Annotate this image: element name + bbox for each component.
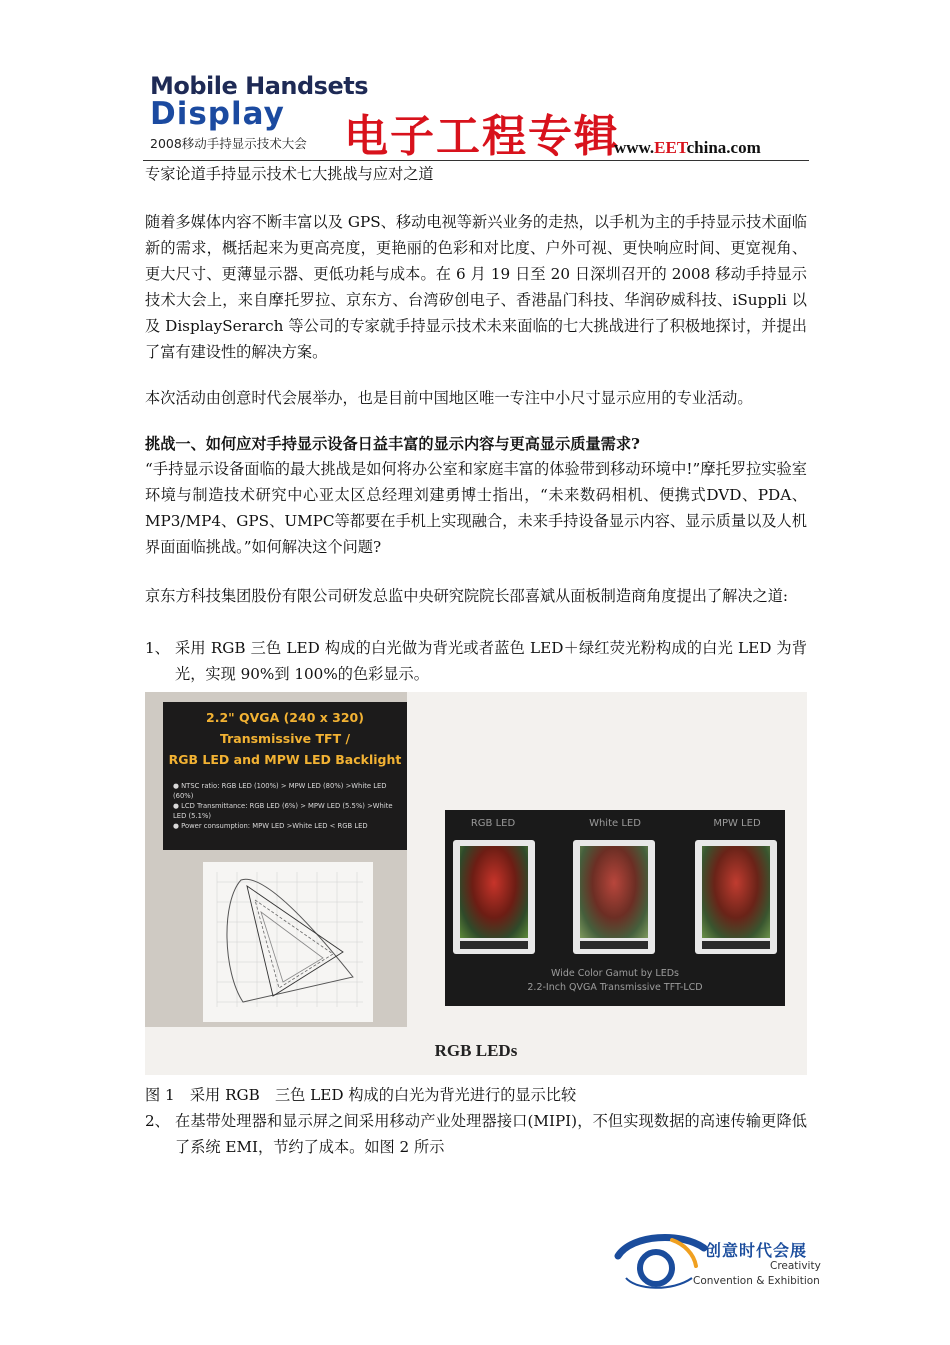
footer-logo-convention: Convention & Exhibition xyxy=(693,1275,820,1287)
phone-label-mpw-led: MPW LED xyxy=(713,818,761,829)
presentation-slide-photo xyxy=(145,692,407,1027)
article-paragraph-intro: 随着多媒体内容不断丰富以及 GPS、移动电视等新兴业务的走热，以手机为主的手持显示技术面临新的需求，概括起来为更高亮度，更艳丽的色彩和对比度、户外可视、更快响应时间、更宽视角、更大尺寸、更薄显示器、更低功耗与成本。在 6 月 19 日至 20 日深圳召开的 2008 移动手持显示技术大会上，来自摩托罗拉、京东方、台湾矽创电子、香港晶门科技、华润矽威科技、iSuppli 以及 DisplaySerarch 等公司的专家就手持显示技术未来面临的七大挑战进行了积极地探讨，并提出了富有建设性的解决方案。 xyxy=(145,213,807,361)
article-quote: “手持显示设备面临的最大挑战是如何将办公室和家庭丰富的体验带到移动环境中!”摩托罗拉实验室环境与制造技术研究中心亚太区总经理刘建勇博士指出，“未来数码相机、便携式DVD、PDA、MP3/MP4、GPS、UMPC等都要在手机上实现融合，未来手持设备显示内容、显示质量以及人机界面面临挑战。”如何解决这个问题? xyxy=(145,460,807,556)
url-suffix: china.com xyxy=(686,138,761,157)
footer-logo-chinese: 创意时代会展 xyxy=(705,1241,808,1260)
slide-title-line-2: Transmissive TFT / xyxy=(219,731,351,746)
phone-display-mpw-led xyxy=(695,840,777,954)
list-item-number: 2、 xyxy=(145,1112,170,1130)
header-brand-logo: 电子工程专辑 xyxy=(344,111,620,162)
slide-title-line-3: RGB LED and MPW LED Backlight xyxy=(168,752,402,767)
header-website-link[interactable] xyxy=(614,138,761,158)
article-title: 专家论道手持显示技术七大挑战与应对之道 xyxy=(145,165,434,183)
figure-1-caption: 图 1 采用 RGB 三色 LED 构成的白光为背光进行的显示比较 xyxy=(145,1086,577,1104)
phone-display-rgb-led xyxy=(453,840,535,954)
slide-bullet-power: ● Power consumption: MPW LED >White LED < RGB LED xyxy=(173,822,368,830)
panel-caption-line-2: 2.2-Inch QVGA Transmissive TFT-LCD xyxy=(527,982,703,993)
challenge-one-heading: 挑战一、如何应对手持显示设备日益丰富的显示内容与更高显示质量需求? xyxy=(145,435,640,453)
header-conference-name: 2008移动手持显示技术大会 xyxy=(150,136,307,151)
phone-label-rgb-led: RGB LED xyxy=(470,818,516,829)
url-highlight: EET xyxy=(654,138,687,157)
phone-label-white-led: White LED xyxy=(589,818,641,829)
article-paragraph-organizer: 本次活动由创意时代会展举办，也是目前中国地区唯一专注中小尺寸显示应用的专业活动。 xyxy=(145,389,753,407)
header-logo-mobile-handsets: Mobile Handsets xyxy=(150,72,369,100)
url-prefix: www. xyxy=(614,138,655,157)
phone-display-white-led xyxy=(573,840,655,954)
list-item-text: 采用 RGB 三色 LED 构成的白光做为背光或者蓝色 LED＋绿红荧光粉构成的白光 LED 为背光，实现 90%到 100%的色彩显示。 xyxy=(175,639,807,683)
cie-chromaticity-diagram xyxy=(203,862,373,1022)
phone-comparison-photo xyxy=(445,810,785,1006)
list-item-text: 在基带处理器和显示屏之间采用移动产业处理器接口(MIPI)，不但实现数据的高速传输更降低了系统 EMI，节约了成本。如图 2 所示 xyxy=(175,1112,807,1156)
figure-1-image xyxy=(145,692,807,1075)
slide-title-line-1: 2.2" QVGA (240 x 320) xyxy=(206,710,364,725)
list-item-number: 1、 xyxy=(145,639,170,657)
article-paragraph-boe: 京东方科技集团股份有限公司研发总监中央研究院院长邵喜斌从面板制造商角度提出了解决之道: xyxy=(145,587,788,605)
panel-caption-line-1: Wide Color Gamut by LEDs xyxy=(551,968,679,979)
slide-bullet-ntsc: ● NTSC ratio: RGB LED (100%) > MPW LED (80%) >White LED (60%) xyxy=(173,782,387,800)
header-logo-display: Display xyxy=(150,96,285,132)
slide-bullet-transmittance: ● LCD Transmittance: RGB LED (6%) > MPW LED (5.5%) >White LED (5.1%) xyxy=(173,802,393,820)
figure-title: RGB LEDs xyxy=(434,1041,518,1060)
footer-logo-creativity: Creativity xyxy=(770,1260,821,1272)
slide-header-panel xyxy=(163,702,407,850)
